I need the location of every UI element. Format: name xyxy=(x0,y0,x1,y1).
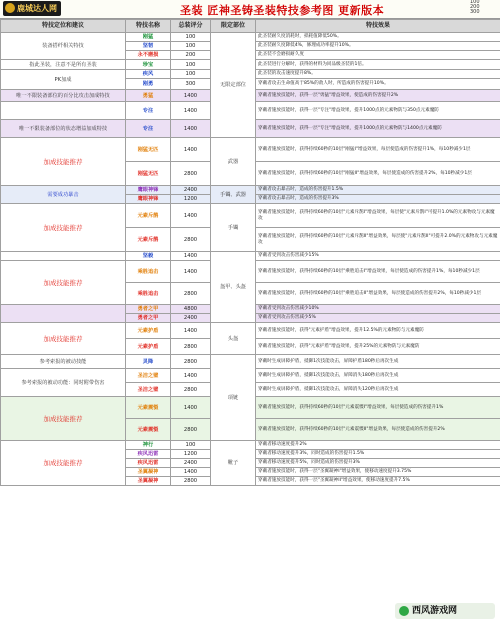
skill-name: 元素震慑 xyxy=(126,419,171,441)
header-position: 特技定位和建议 xyxy=(1,20,126,33)
skill-score: 1400 xyxy=(171,102,211,120)
limit-part: 武器 xyxy=(211,138,256,186)
position-note xyxy=(1,252,126,261)
skill-effect: 穿戴者施放技能时，获得持续60秒的10层"元素震慑II"增益效果，每层使造成的伤害提升2% xyxy=(256,419,500,441)
header-effect: 特技效果 xyxy=(256,20,500,33)
score-legend xyxy=(470,0,498,16)
skill-effect: 穿戴者攻击暴击时，造成的伤害提升3% xyxy=(256,195,500,204)
skill-effect: 穿戴者移动速度提升5%，同时造成的伤害提升3% xyxy=(256,459,500,468)
skill-name: 勇猛 xyxy=(126,90,171,102)
watermark xyxy=(395,603,495,619)
skill-score: 100 xyxy=(171,33,211,42)
position-note xyxy=(1,305,126,323)
skill-effect: 穿戴者施放技能时，获得持续60秒的10层"乘胜追击I"增益效果，每层使造成的伤害提升1%，每10秒减少1层 xyxy=(256,261,500,283)
skill-effect: 穿戴者受到攻击伤害减少5% xyxy=(256,314,500,323)
skill-name: 永不磨损 xyxy=(126,51,171,60)
skill-name: 圣洁之璧 xyxy=(126,383,171,397)
skill-name: 勇者之甲 xyxy=(126,314,171,323)
position-note: 装备搭纤相关特技 xyxy=(1,33,126,60)
skill-table xyxy=(0,19,500,486)
skill-score: 2800 xyxy=(171,419,211,441)
skill-effect: 穿戴时生成屏障护盾，抵御1次技能攻击，屏障消失120秒后再次生成 xyxy=(256,383,500,397)
skill-score: 100 xyxy=(171,60,211,70)
position-note: 加成技能推荐 xyxy=(1,441,126,486)
skill-effect: 穿戴者施放技能时，获得一层"圣翼凝神II"增益效果，使移动速度提升7.5% xyxy=(256,477,500,486)
table-row xyxy=(1,323,500,339)
skill-score: 100 xyxy=(171,70,211,79)
skill-effect: 穿戴者施放技能时，获得持续60秒的10层"元素斥鹊II"增益效果，每层使"元素斥鹊II"可提升2.0%的元素物攻与元素魔攻 xyxy=(256,228,500,252)
skill-effect: 穿戴者施放技能时，获得持续60秒的10层"元素震慑I"增益效果，每层使造成的伤害提升1% xyxy=(256,397,500,419)
skill-name: 疾风 xyxy=(126,70,171,79)
skill-name: 刚猛 xyxy=(126,33,171,42)
skill-score: 1400 xyxy=(171,397,211,419)
position-note: 参考索报的被动功能：同时附带伤害 xyxy=(1,369,126,397)
skill-score: 2400 xyxy=(171,186,211,195)
skill-name: 圣翼凝神 xyxy=(126,477,171,486)
skill-score: 300 xyxy=(171,79,211,90)
skill-effect: 此圣装的攻击速度提升8%。 xyxy=(256,70,500,79)
table-row xyxy=(1,252,500,261)
table-row xyxy=(1,186,500,195)
skill-name: 刚猛无匹 xyxy=(126,138,171,162)
skill-score: 200 xyxy=(171,51,211,60)
logo-text: 鹿城达人网 xyxy=(17,4,57,13)
skill-name: 鹰眼神锋 xyxy=(126,195,171,204)
skill-effect: 穿戴时生成屏障护盾，抵御1次技能攻击，屏障消失180秒后再次生成 xyxy=(256,369,500,383)
skill-effect: 穿戴者移动速度提升2% xyxy=(256,441,500,450)
skill-effect: 穿戴者施放技能时，获得持续60秒的10层"乘胜追击II"增益效果，每层使造成的伤害提升2%，每10秒减少1层 xyxy=(256,283,500,305)
leaf-icon xyxy=(399,606,409,616)
skill-score: 2800 xyxy=(171,228,211,252)
skill-name: 疾风迅雷 xyxy=(126,450,171,459)
table-row xyxy=(1,138,500,162)
watermark-text: 西风游戏网 xyxy=(412,606,458,616)
skill-effect: 此圣装进行分解时，获得的材料为同品级圣装的1倍。 xyxy=(256,60,500,70)
skill-score: 4800 xyxy=(171,305,211,314)
skill-score: 1400 xyxy=(171,120,211,138)
table-row xyxy=(1,33,500,42)
skill-name: 专注 xyxy=(126,102,171,120)
position-note: 参考索报的被动技能 xyxy=(1,355,126,369)
skill-score: 100 xyxy=(171,441,211,450)
skill-score: 2800 xyxy=(171,339,211,355)
skill-score: 2800 xyxy=(171,477,211,486)
table-row xyxy=(1,355,500,369)
skill-score: 100 xyxy=(171,42,211,51)
skill-effect: 穿戴者施放技能时，获得一层"专注"增益效果，提升1000点的元素物防与1400点元素魔防 xyxy=(256,120,500,138)
position-note: 加成技能推荐 xyxy=(1,204,126,252)
legend-value: 200 xyxy=(470,4,480,10)
position-note: PK加成 xyxy=(1,70,126,90)
skill-name: 元素斥鹊 xyxy=(126,228,171,252)
skill-effect: 此圣装不会磨损耐久度 xyxy=(256,51,500,60)
skill-name: 乘胜追击 xyxy=(126,283,171,305)
skill-effect: 穿戴者受到攻击伤害减少15% xyxy=(256,252,500,261)
position-note: 需要成功暴击 xyxy=(1,186,126,204)
header-score: 总装评分 xyxy=(171,20,211,33)
position-note: 加成技能推荐 xyxy=(1,323,126,355)
skill-score: 2400 xyxy=(171,459,211,468)
skill-name: 刚猛无匹 xyxy=(126,162,171,186)
skill-name: 坚韧 xyxy=(126,42,171,51)
table-header-row xyxy=(1,20,500,33)
limit-part: 项链 xyxy=(211,355,256,441)
skill-effect: 穿戴者施放技能时，获得一层"圣翼凝神I"增益效果，使移动速度提升3.75% xyxy=(256,468,500,477)
skill-score: 1400 xyxy=(171,468,211,477)
skill-effect: 穿戴者施放技能时，获得一层"勇猛"增益效果，使造成的伤害提升2% xyxy=(256,90,500,102)
title-bar xyxy=(0,0,500,19)
limit-part: 手镯、武器 xyxy=(211,186,256,204)
skill-name: 乘胜追击 xyxy=(126,261,171,283)
skill-score: 1400 xyxy=(171,369,211,383)
skill-name: 圣洁之璧 xyxy=(126,369,171,383)
skill-name: 神行 xyxy=(126,441,171,450)
skill-effect: 穿戴者移动速度提升3%，同时造成的伤害提升1.5% xyxy=(256,450,500,459)
skill-effect: 穿戴者施放技能时，获得一层"专注"增益效果，提升1000点的元素物防与350点元素魔防 xyxy=(256,102,500,120)
skill-effect: 穿戴者施放技能时，获得持续60秒的10层"刚猛I"增益效果，每层使造成的伤害提升1%，每10秒减少1层 xyxy=(256,138,500,162)
skill-effect: 穿戴者施放技能时，获得"元素护盾"增益效果，提升12.5%的元素物防与元素魔防 xyxy=(256,323,500,339)
table-row xyxy=(1,441,500,450)
skill-score: 1200 xyxy=(171,195,211,204)
skill-name: 勇者之甲 xyxy=(126,305,171,314)
skill-name: 珍宝 xyxy=(126,60,171,70)
site-logo[interactable] xyxy=(3,1,61,16)
skill-score: 2400 xyxy=(171,314,211,323)
limit-part: 靴子 xyxy=(211,441,256,486)
skill-effect: 此圣装耐久度降低4%，修理成功率提升10%。 xyxy=(256,42,500,51)
skill-effect: 穿戴者施放技能时，获得"元素护盾"增益效果，提升25%的元素物防与元素魔防 xyxy=(256,339,500,355)
limit-part: 头盔 xyxy=(211,323,256,355)
skill-score: 1200 xyxy=(171,450,211,459)
limit-part: 手镯 xyxy=(211,204,256,252)
skill-score: 1400 xyxy=(171,261,211,283)
position-note: 加成技能推荐 xyxy=(1,138,126,186)
table-body xyxy=(1,33,500,486)
skill-name: 元素斥鹊 xyxy=(126,204,171,228)
skill-name: 灵降 xyxy=(126,355,171,369)
skill-score: 2800 xyxy=(171,283,211,305)
skill-effect: 穿戴者攻击暴击时，造成的伤害提升1.5% xyxy=(256,186,500,195)
position-note: 加成技能推荐 xyxy=(1,261,126,305)
skill-name: 坚毅 xyxy=(126,252,171,261)
position-note: 唯一不限装备部位的百分比攻击加成特技 xyxy=(1,90,126,102)
skill-score: 1400 xyxy=(171,323,211,339)
skill-effect: 穿戴者施放技能时，获得持续60秒的10层"刚猛II"增益效果，每层使造成的伤害提升2%，每10秒减少1层 xyxy=(256,162,500,186)
skill-name: 专注 xyxy=(126,120,171,138)
header-part: 限定部位 xyxy=(211,20,256,33)
skill-name: 鹰眼神锋 xyxy=(126,186,171,195)
legend-value: 300 xyxy=(470,9,480,15)
page-title: 圣装 匠神圣铸圣装特技参考图 更新版本 xyxy=(180,4,385,17)
position-note: 唯一不限装备部位的状态增益加成特技 xyxy=(1,120,126,138)
skill-name: 元素护盾 xyxy=(126,323,171,339)
limit-part: 无限定部位 xyxy=(211,33,256,138)
table-row xyxy=(1,204,500,228)
logo-icon xyxy=(5,3,15,13)
position-note: 指此圣装，注意不是所有圣装 xyxy=(1,60,126,70)
skill-name: 疾风迅雷 xyxy=(126,459,171,468)
skill-effect: 此圣装耐久度消耗时，损耗值降低50%。 xyxy=(256,33,500,42)
legend-value: 100 xyxy=(470,0,480,5)
limit-part: 盔甲、头盔 xyxy=(211,252,256,323)
skill-name: 元素震慑 xyxy=(126,397,171,419)
skill-effect: 穿戴者施放技能时，获得持续60秒的10层"元素斥鹊I"增益效果，每层使"元素斥鹊I"可提升1.0%的元素物攻与元素魔攻 xyxy=(256,204,500,228)
skill-score: 1400 xyxy=(171,204,211,228)
skill-score: 1400 xyxy=(171,138,211,162)
skill-effect: 穿戴时生成屏障护盾，抵御1次技能攻击，屏障护盾180秒后再次生成 xyxy=(256,355,500,369)
header-name: 特技名称 xyxy=(126,20,171,33)
skill-effect: 穿戴者攻击生命值高于85%的敌人时，所造成的伤害提升10%。 xyxy=(256,79,500,90)
skill-score: 1400 xyxy=(171,252,211,261)
skill-score: 1400 xyxy=(171,90,211,102)
position-note xyxy=(1,102,126,120)
skill-score: 2800 xyxy=(171,162,211,186)
skill-name: 刚勇 xyxy=(126,79,171,90)
skill-score: 2800 xyxy=(171,383,211,397)
skill-name: 元素护盾 xyxy=(126,339,171,355)
skill-name: 圣翼凝神 xyxy=(126,468,171,477)
skill-score: 2800 xyxy=(171,355,211,369)
position-note: 加成技能推荐 xyxy=(1,397,126,441)
skill-effect: 穿戴者受到攻击伤害减少10% xyxy=(256,305,500,314)
